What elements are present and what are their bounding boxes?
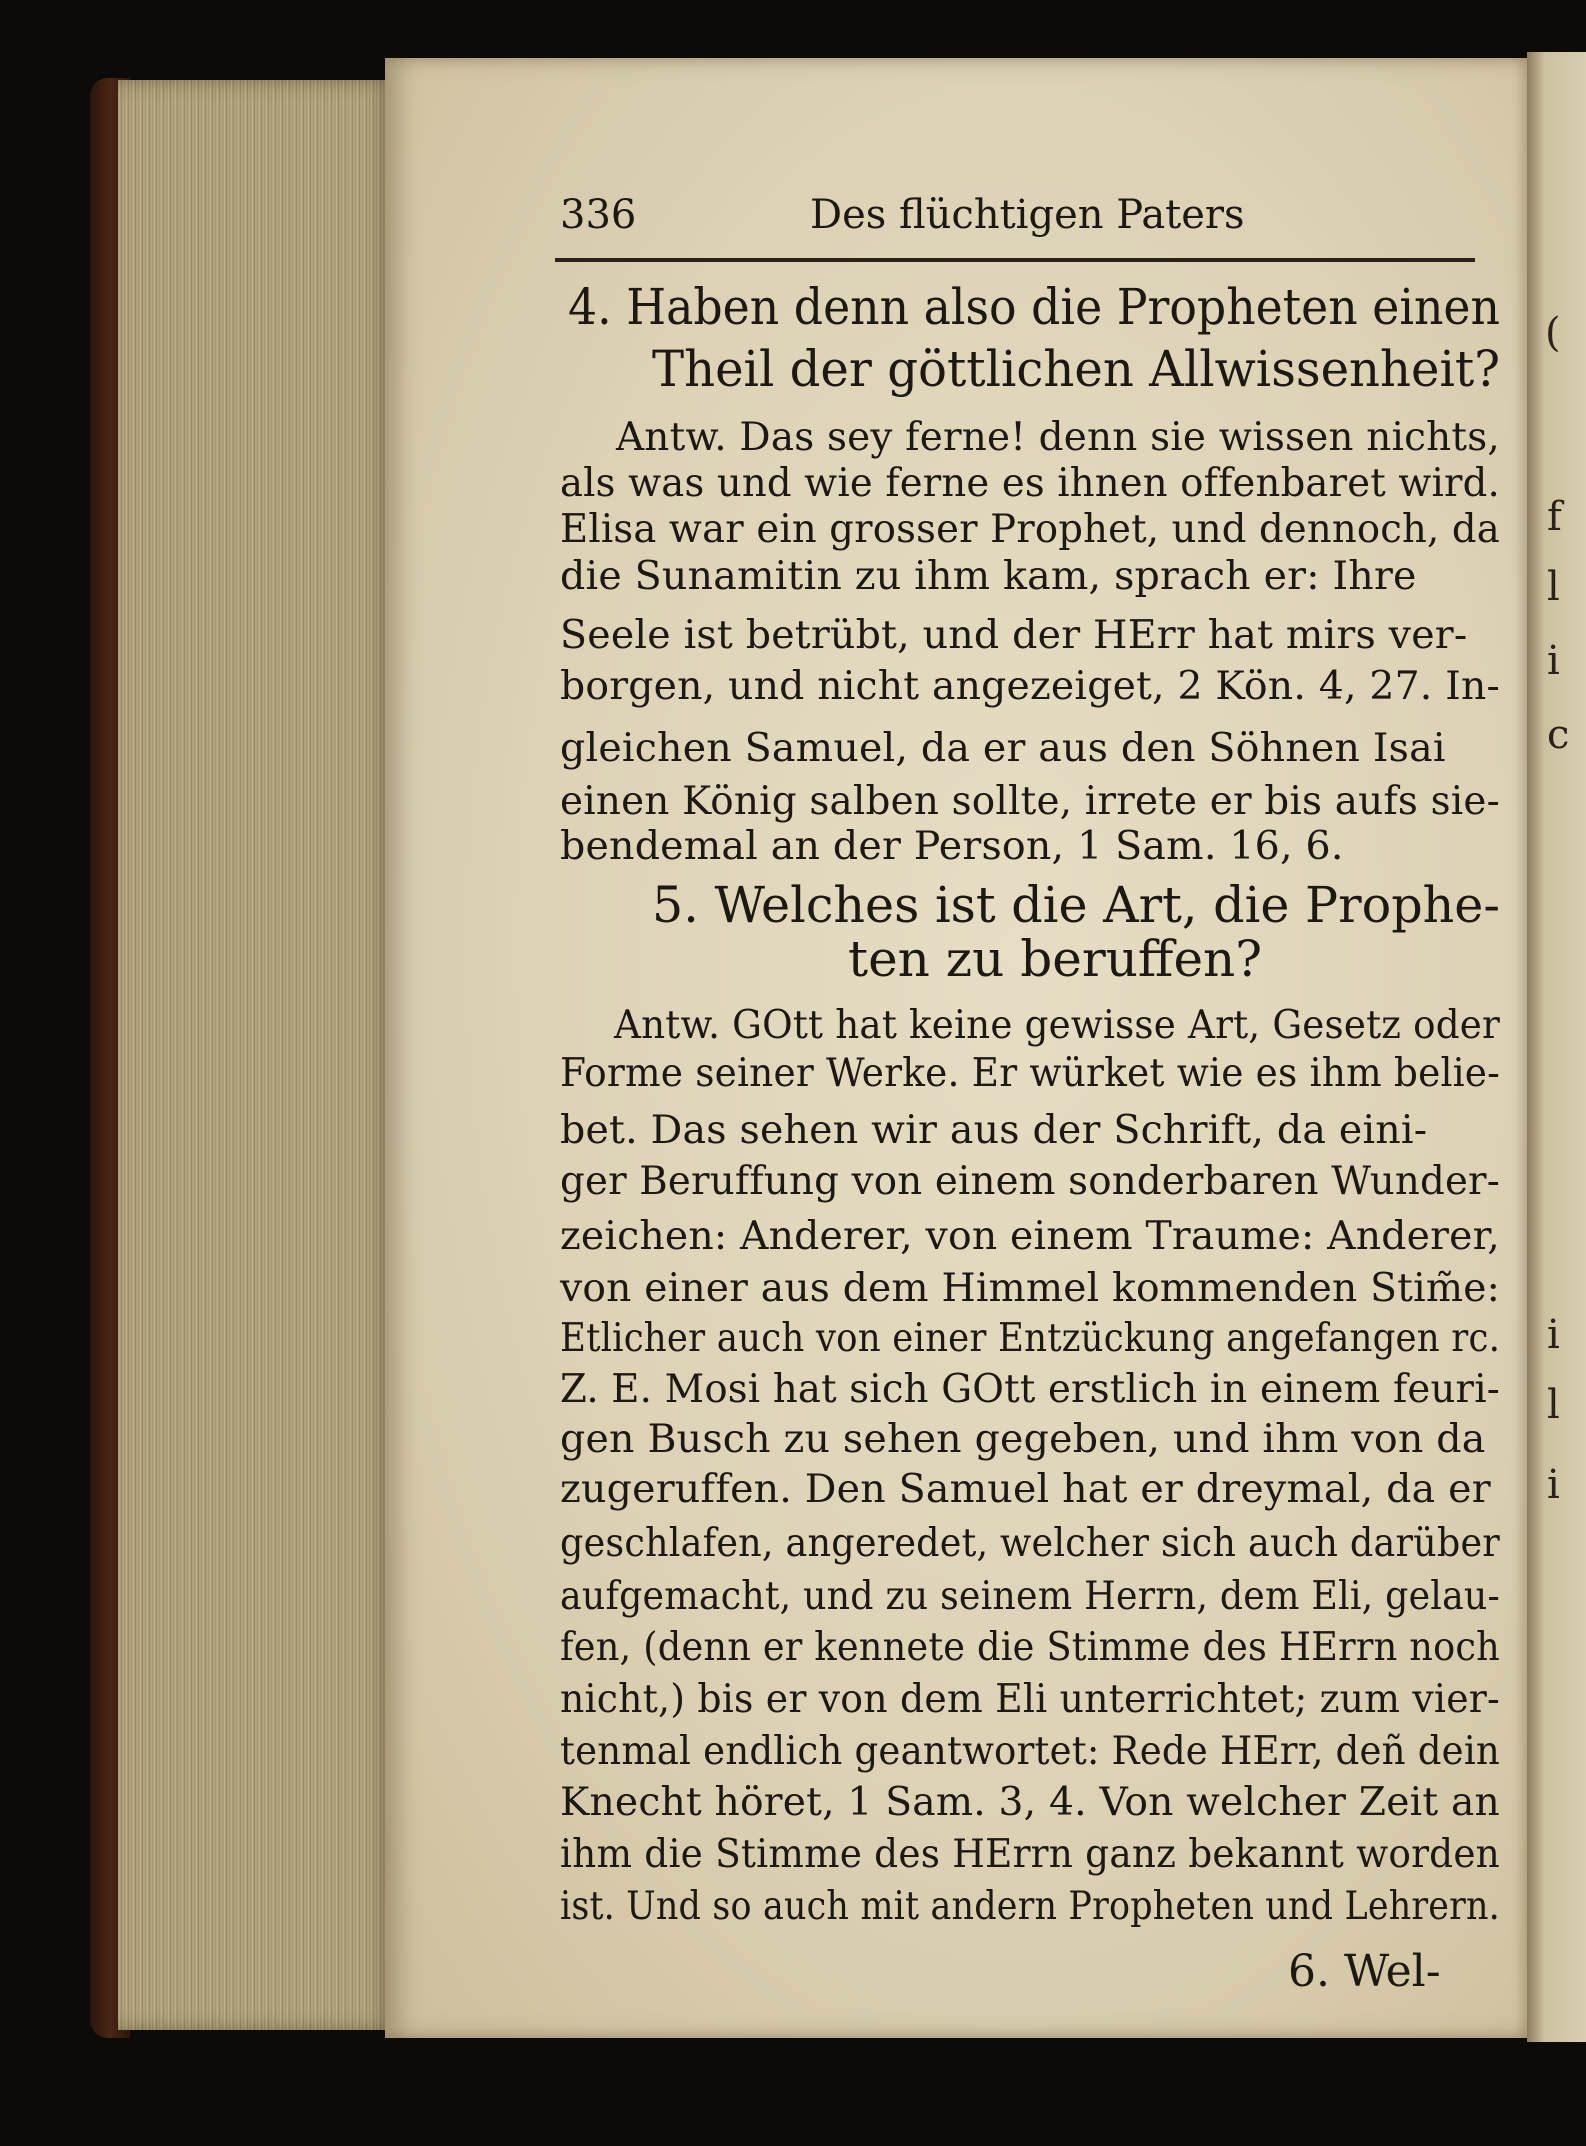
text-line: Seele ist betrübt, und der HErr hat mirs ver- xyxy=(560,612,1468,658)
text-line: zeichen: Anderer, von einem Traume: Anderer, xyxy=(560,1213,1500,1259)
text-line: Elisa war ein grosser Prophet, und dennoch, da xyxy=(560,506,1500,552)
question-5-line-1: 5. Welches ist die Art, die Prophe- xyxy=(652,876,1501,934)
text-line: zugeruffen. Den Samuel hat er dreymal, da er xyxy=(560,1466,1491,1512)
text-line: gen Busch zu sehen gegeben, und ihm von da xyxy=(560,1416,1486,1462)
page-number: 336 xyxy=(560,192,637,238)
text-line: nicht,) bis er von dem Eli unterrichtet; zum vier- xyxy=(560,1676,1500,1722)
running-title: Des flüchtigen Paters xyxy=(810,192,1245,238)
text-line: ist. Und so auch mit andern Propheten und Lehrern. xyxy=(560,1883,1500,1929)
question-4-line-1: 4. Haben denn also die Propheten einen xyxy=(568,278,1500,336)
text-line: geschlafen, angeredet, welcher sich auch darüber xyxy=(560,1520,1500,1566)
text-line: bet. Das sehen wir aus der Schrift, da eini- xyxy=(560,1107,1428,1153)
page-edges xyxy=(118,80,393,2030)
question-5-line-2: ten zu beruffen? xyxy=(848,930,1263,988)
text-line: Antw. Das sey ferne! denn sie wissen nichts, xyxy=(616,414,1500,460)
text-line: Z. E. Mosi hat sich GOtt erstlich in einem feuri- xyxy=(560,1366,1500,1412)
text-line: als was und wie ferne es ihnen offenbaret wird. xyxy=(560,460,1500,506)
header-rule xyxy=(555,258,1475,262)
text-line: Antw. GOtt hat keine gewisse Art, Gesetz oder xyxy=(614,1002,1501,1048)
facing-page-edge: ( f l i c i l i xyxy=(1527,52,1586,2042)
text-line: fen, (denn er kennete die Stimme des HErrn noch xyxy=(560,1624,1501,1670)
text-line: borgen, und nicht angezeiget, 2 Kön. 4, 27. In- xyxy=(560,663,1500,709)
text-line: Etlicher auch von einer Entzückung angefangen rc. xyxy=(560,1315,1501,1361)
text-line: einen König salben sollte, irrete er bis aufs sie- xyxy=(560,778,1500,824)
catchword: 6. Wel- xyxy=(1288,1946,1441,1997)
text-line: Knecht höret, 1 Sam. 3, 4. Von welcher Zeit an xyxy=(560,1779,1500,1825)
text-line: tenmal endlich geantwortet: Rede HErr, deñ dein xyxy=(560,1728,1500,1774)
text-line: gleichen Samuel, da er aus den Söhnen Isai xyxy=(560,725,1446,771)
text-line: ihm die Stimme des HErrn ganz bekannt worden xyxy=(560,1831,1500,1877)
text-line: Forme seiner Werke. Er würket wie es ihm belie- xyxy=(560,1050,1501,1096)
text-line: ger Beruffung von einem sonderbaren Wunder- xyxy=(560,1158,1501,1204)
text-line: die Sunamitin zu ihm kam, sprach er: Ihre xyxy=(560,553,1417,599)
question-4-line-2: Theil der göttlichen Allwissenheit? xyxy=(652,340,1501,398)
text-line: von einer aus dem Himmel kommenden Stim̃e: xyxy=(560,1265,1501,1311)
text-line: aufgemacht, und zu seinem Herrn, dem Eli, gelau- xyxy=(560,1573,1500,1619)
text-line: bendemal an der Person, 1 Sam. 16, 6. xyxy=(560,823,1344,869)
